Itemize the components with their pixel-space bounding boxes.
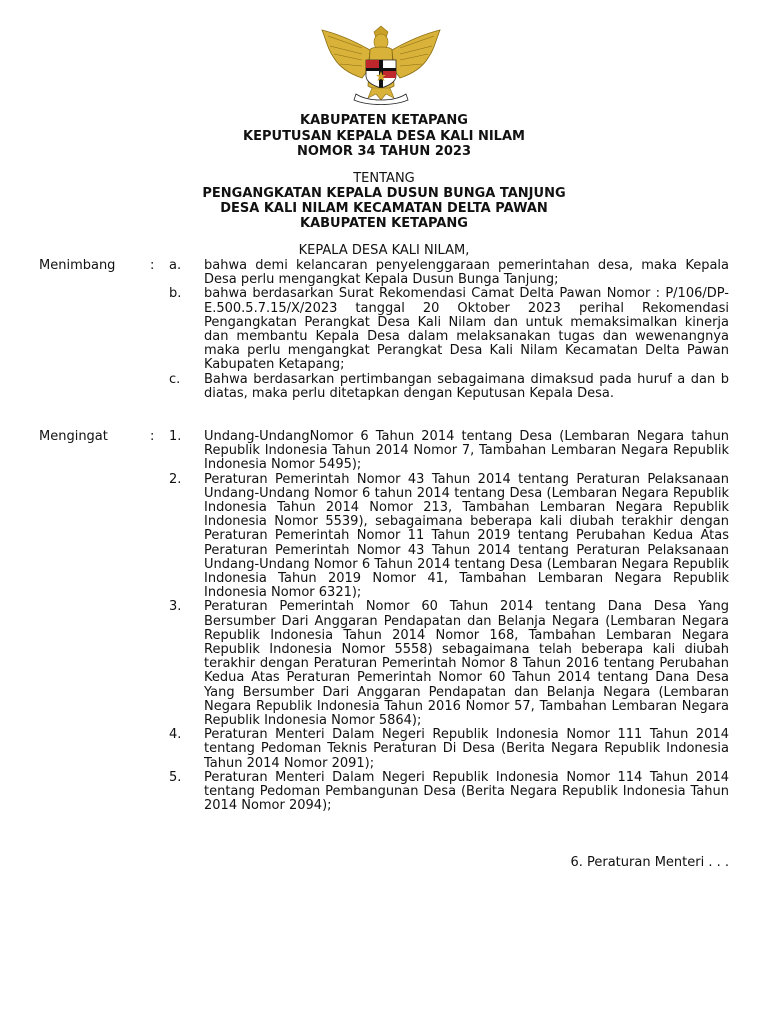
mengingat-item-5 — [0, 771, 768, 814]
mengingat-item-4 — [0, 728, 768, 771]
subject-line-2: DESA KALI NILAM KECAMATAN DELTA PAWAN — [220, 201, 548, 216]
item-text: Peraturan Pemerintah Nomor 60 Tahun 2014 tentang Dana Desa Yang Bersumber Dari Anggaran Pendapatan dan Belanja Negara (Lembaran Negara Republik Indonesia Tahun 2014 Nomor 168, Tambahan Lembaran Negara Republik Indonesia Nomor 5558) sebagaimana telah beberapa kali diubah terakhir dengan Peraturan Pemerintah Nomor 8 Tahun 2016 tentang Perubahan Kedua Atas Peraturan Pemerintah Nomor 60 Tahun 2014 tentang Dana Desa Yang Bersumber Dari Anggaran Pendapatan dan Belanja Negara (Lembaran Negara Republik Indonesia Tahun 2016 Nomor 57, Tambahan Lembaran Negara Republik Indonesia Nomor 5864); — [204, 599, 729, 729]
menimbang-colon: : — [150, 258, 155, 273]
mengingat-item-2 — [0, 473, 768, 601]
header-about: TENTANG — [353, 171, 415, 186]
subject-line-1: PENGANGKATAN KEPALA DUSUN BUNGA TANJUNG — [202, 186, 566, 201]
item-mark: 2. — [169, 471, 182, 487]
item-text: bahwa demi kelancaran penyelenggaraan pemerintahan desa, maka Kepala Desa perlu mengangkat Kepala Dusun Bunga Tanjung; — [204, 258, 729, 288]
item-text: bahwa berdasarkan Surat Rekomendasi Camat Delta Pawan Nomor : P/106/DP-E.500.5.7.15/X/2023 tanggal 20 Oktober 2023 perihal Rekomendasi Pengangkatan Perangkat Desa Kali Nilam dan untuk memaksimalkan kinerja dan membantu Kepala Desa dalam melaksanakan tugas dan wewenangnya maka perlu mengangkat Perangkat Desa Kali Nilam Kecamatan Delta Pawan Kabupaten Ketapang; — [204, 286, 729, 373]
header-regency: KABUPATEN KETAPANG — [300, 113, 468, 128]
item-mark: 5. — [169, 769, 182, 785]
item-text: Peraturan Pemerintah Nomor 43 Tahun 2014 tentang Peraturan Pelaksanaan Undang-Undang Nomor 6 tahun 2014 tentang Desa (Lembaran Negara Republik Indonesia Tahun 2014 Nomor 213, Tambahan Lembaran Negara Republik Indonesia Nomor 5539), sebagaimana beberapa kali diubah terakhir dengan Peraturan Pemerintah Nomor 11 Tahun 2019 tentang Perubahan Kedua Atas Peraturan Pemerintah Nomor 43 Tahun 2014 tentang Peraturan Pelaksanaan Undang-Undang Nomor 6 Tahun 2014 tentang Desa (Lembaran Negara Republik Indonesia Tahun 2019 Nomor 41, Tambahan Lembaran Negara Republik Indonesia Nomor 6321); — [204, 471, 729, 601]
item-text: Undang-UndangNomor 6 Tahun 2014 tentang Desa (Lembaran Negara tahun Republik Indonesia Tahun 2014 Nomor 7, Tambahan Lembaran Negara Republik Indonesia Nomor 5495); — [204, 429, 729, 473]
mengingat-label: Mengingat — [39, 429, 108, 444]
issuing-official: KEPALA DESA KALI NILAM, — [298, 243, 470, 258]
item-mark: 3. — [169, 599, 182, 615]
menimbang-section — [0, 259, 768, 401]
item-text: Bahwa berdasarkan pertimbangan sebagaimana dimaksud pada huruf a dan b diatas, maka perlu ditetapkan dengan Keputusan Kepala Desa. — [204, 371, 729, 401]
item-text: Peraturan Menteri Dalam Negeri Republik Indonesia Nomor 111 Tahun 2014 tentang Pedoman Teknis Peraturan Di Desa (Berita Negara Republik Indonesia Tahun 2014 Nomor 2091); — [204, 727, 729, 771]
header-decree-number: NOMOR 34 TAHUN 2023 — [296, 144, 471, 159]
menimbang-item-b — [0, 287, 768, 372]
menimbang-item-c — [0, 373, 768, 401]
mengingat-item-1 — [0, 430, 768, 473]
mengingat-section — [0, 430, 768, 813]
mengingat-colon: : — [150, 429, 155, 444]
mengingat-item-3 — [0, 600, 768, 728]
menimbang-label: Menimbang — [39, 258, 116, 273]
menimbang-item-a — [0, 259, 768, 287]
item-text: Peraturan Menteri Dalam Negeri Republik Indonesia Nomor 114 Tahun 2014 tentang Pedoman Pembangunan Desa (Berita Negara Republik Indonesia Tahun 2014 Nomor 2094); — [204, 769, 729, 814]
item-mark: 1. — [169, 429, 182, 444]
garuda-emblem-icon — [316, 24, 446, 106]
header-decree-title: KEPUTUSAN KEPALA DESA KALI NILAM — [243, 129, 525, 144]
continuation-note: 6. Peraturan Menteri . . . — [570, 855, 729, 870]
subject-line-3: KABUPATEN KETAPANG — [300, 216, 468, 231]
item-mark: c. — [169, 371, 181, 387]
item-mark: a. — [169, 258, 182, 273]
item-mark: 4. — [169, 727, 182, 743]
item-mark: b. — [169, 286, 182, 302]
